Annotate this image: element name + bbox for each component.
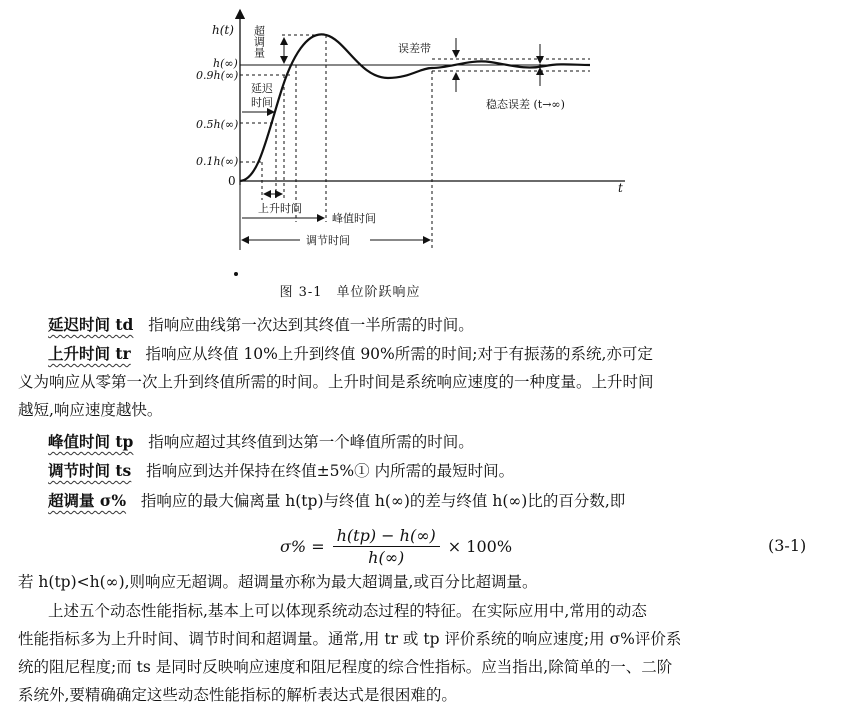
def-rise-text1: 指响应从终值 10%上升到终值 90%所需的时间;对于有振荡的系统,亦可定 (145, 345, 653, 363)
def-overshoot-text: 指响应的最大偏离量 h(tp)与终值 h(∞)的差与终值 h(∞)比的百分数,即 (140, 492, 626, 510)
formula-rhs: × 100% (447, 536, 513, 556)
paragraph-2-line2: 性能指标多为上升时间、调节时间和超调量。通常,用 tr 或 tp 评价系统的响应速度;用 σ%评价系 (18, 630, 682, 648)
error-band-label: 误差带 (398, 42, 431, 55)
delay-label-line1: 延迟 (251, 82, 273, 95)
level-label-50: 0.5h(∞) (196, 118, 239, 131)
term-rise: 上升时间 tr (48, 344, 131, 363)
delay-label-line2: 时间 (251, 96, 273, 109)
dot-mark (234, 272, 238, 276)
peak-time-label: 峰值时间 (332, 212, 376, 225)
def-rise-line3: 越短,响应速度越快。 (18, 401, 163, 419)
equation-number: (3-1) (768, 536, 807, 555)
figure-caption: 图 3-1 单位阶跃响应 (279, 285, 421, 300)
paragraph-2-line4: 系统外,要精确确定这些动态性能指标的解析表达式是很困难的。 (18, 686, 457, 704)
def-rise-line1 (48, 340, 653, 368)
formula-3-1 (280, 526, 512, 566)
def-settling (48, 457, 514, 485)
formula-denominator: h(∞) (368, 547, 405, 567)
def-delay (48, 311, 474, 339)
step-response-figure (0, 0, 841, 300)
def-delay-text: 指响应曲线第一次达到其终值一半所需的时间。 (148, 316, 474, 334)
origin-label: 0 (228, 174, 236, 188)
term-delay: 延迟时间 td (48, 315, 134, 334)
level-label-10: 0.1h(∞) (196, 155, 239, 168)
formula-numerator: h(tp) − h(∞) (333, 526, 440, 547)
x-axis-label: t (618, 181, 623, 195)
def-peak-text: 指响应超过其终值到达第一个峰值所需的时间。 (148, 433, 474, 451)
level-label-final: h(∞) (213, 57, 238, 70)
paragraph-2-line1: 上述五个动态性能指标,基本上可以体现系统动态过程的特征。在实际应用中,常用的动态 (48, 602, 647, 620)
paragraph-2-line3: 统的阻尼程度;而 ts 是同时反映响应速度和阻尼程度的综合性指标。应当指出,除简单的一、二阶 (18, 658, 673, 676)
term-peak: 峰值时间 tp (48, 432, 134, 451)
paragraph-1: 若 h(tp)<h(∞),则响应无超调。超调量亦称为最大超调量,或百分比超调量。 (18, 573, 538, 591)
def-peak (48, 428, 474, 456)
def-settling-text: 指响应到达并保持在终值±5%① 内所需的最短时间。 (146, 462, 515, 480)
def-rise-line2: 义为响应从零第一次上升到终值所需的时间。上升时间是系统响应速度的一种度量。上升时间 (18, 373, 654, 391)
steady-error-label: 稳态误差 (t→∞) (486, 98, 565, 111)
formula-lhs: σ% = (280, 536, 325, 556)
overshoot-label: 超调量 (252, 25, 266, 58)
def-overshoot (48, 487, 625, 515)
term-overshoot: 超调量 σ% (48, 491, 127, 510)
rise-time-label: 上升时间 (258, 202, 302, 215)
level-label-90: 0.9h(∞) (196, 69, 239, 82)
formula-fraction (333, 526, 440, 567)
settling-time-label: 调节时间 (306, 234, 350, 247)
term-settling: 调节时间 ts (48, 461, 132, 480)
y-axis-label: h(t) (212, 23, 234, 37)
